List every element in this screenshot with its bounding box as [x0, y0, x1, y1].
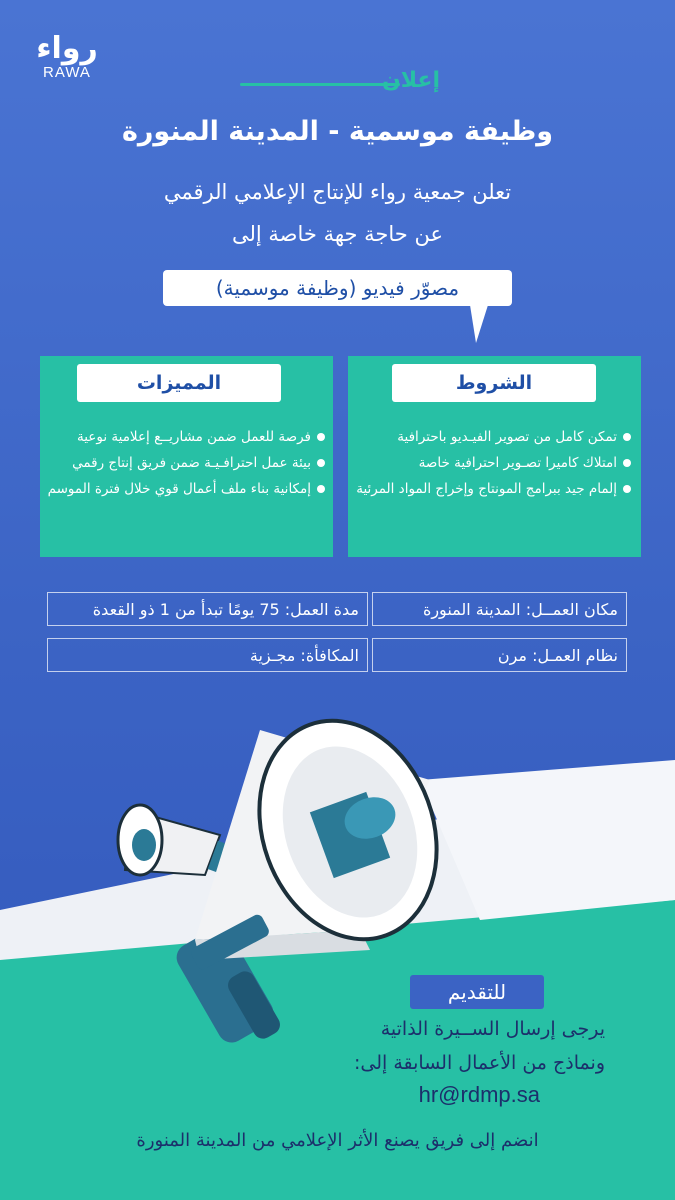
condition-item: إلمام جيد ببرامج المونتاج وإخراج المواد المرئية — [356, 476, 631, 502]
info-location: مكان العمــل: المدينة المنورة — [372, 592, 627, 626]
logo-english: RAWA — [43, 64, 91, 81]
subtitle-line-1: تعلن جمعية رواء للإنتاج الإعلامي الرقمي — [163, 180, 512, 204]
apply-line-1: يرجى إرسال الســيرة الذاتية — [380, 1018, 605, 1040]
apply-badge: للتقديم — [410, 975, 544, 1009]
apply-email-link[interactable]: hr@rdmp.sa — [418, 1082, 540, 1107]
subtitle-line-2: عن حاجة جهة خاصة إلى — [232, 222, 443, 246]
condition-item: تمكن كامل من تصوير الفيـديو باحترافية — [356, 424, 631, 450]
benefits-title: المميزات — [77, 364, 281, 402]
footer-tagline: انضم إلى فريق يصنع الأثر الإعلامي من المدينة المنورة — [136, 1130, 539, 1151]
conditions-title: الشروط — [392, 364, 596, 402]
announcement-underline — [240, 83, 400, 86]
rawa-logo — [32, 31, 102, 81]
benefits-list — [48, 424, 325, 502]
condition-item: امتلاك كاميرا تصـوير احترافية خاصة — [356, 450, 631, 476]
benefits-card — [40, 356, 333, 557]
conditions-list — [356, 424, 631, 502]
info-duration: مدة العمل: 75 يومًا تبدأ من 1 ذو القعدة — [47, 592, 368, 626]
info-work-system: نظام العمـل: مرن — [372, 638, 627, 672]
bubble-tail — [468, 305, 490, 345]
benefit-item: بيئة عمل احترافـيـة ضمن فريق إنتاج رقمي — [48, 450, 325, 476]
position-bubble: مصوّر فيديو (وظيفة موسمية) — [163, 270, 512, 306]
logo-arabic: رواء — [36, 31, 98, 66]
announcement-label: إعلان — [381, 68, 440, 93]
apply-line-2: ونماذج من الأعمال السابقة إلى: — [354, 1052, 605, 1074]
page-title: وظيفة موسمية - المدينة المنورة — [121, 116, 554, 147]
info-reward: المكافأة: مجـزية — [47, 638, 368, 672]
conditions-card — [348, 356, 641, 557]
benefit-item: إمكانية بناء ملف أعمال قوي خلال فترة الموسم — [48, 476, 325, 502]
benefit-item: فرصة للعمل ضمن مشاريــع إعلامية نوعية — [48, 424, 325, 450]
